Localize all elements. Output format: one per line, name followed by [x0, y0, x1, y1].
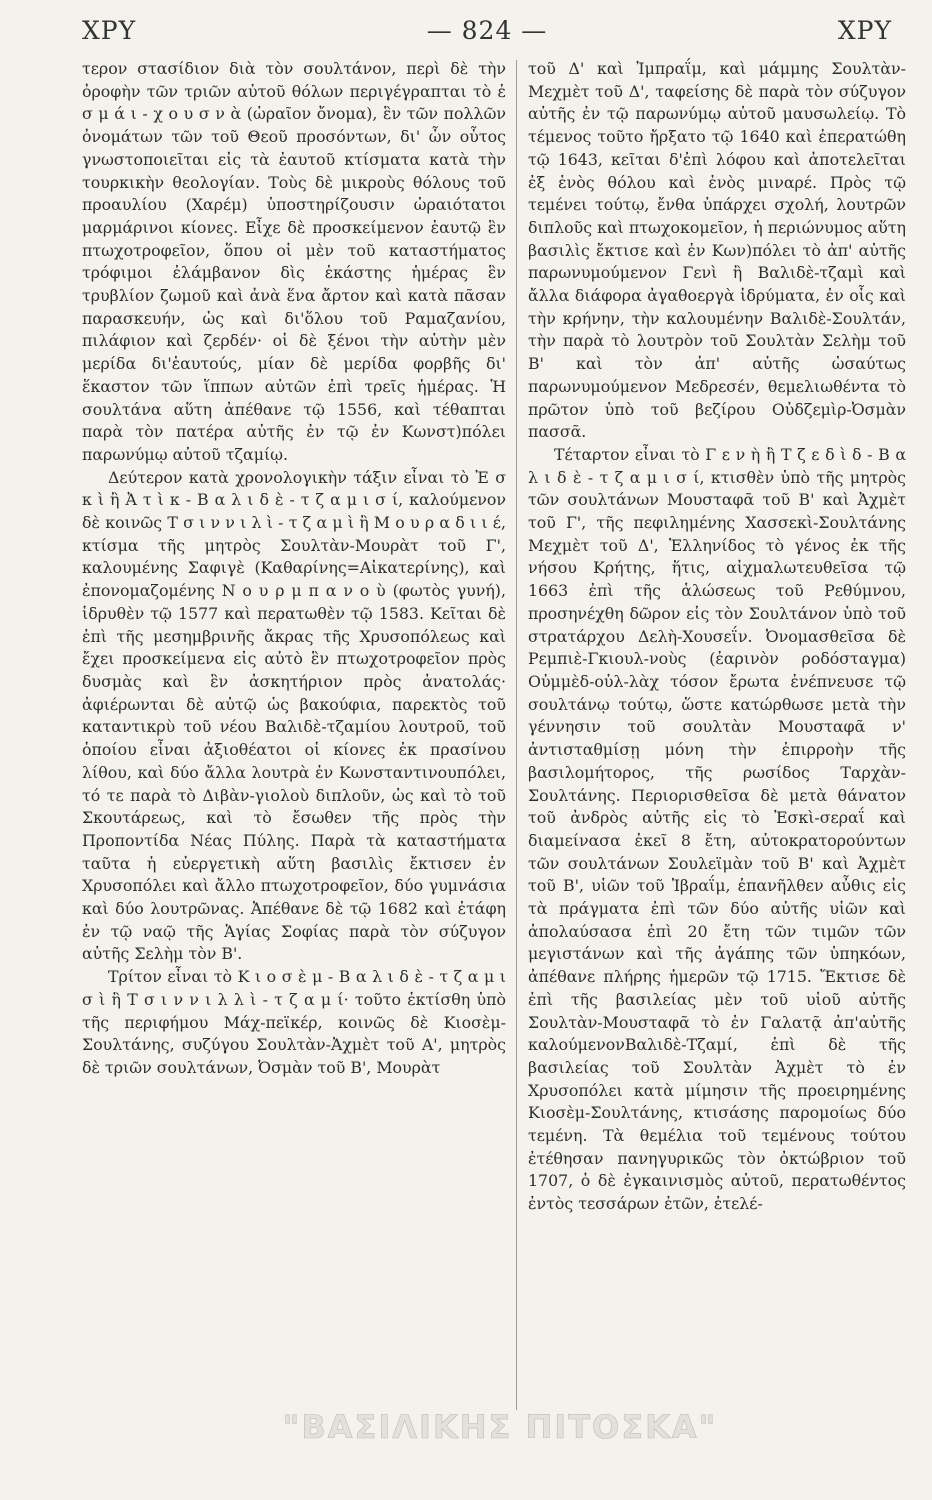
watermark-stamp: "ΒΑΣΙΛΙΚΗΣ ΠΙΤΟΣΚΑ" — [282, 1408, 718, 1446]
left-running-head: ΧΡΥ — [82, 15, 137, 45]
right-column — [528, 58, 906, 1216]
column-divider — [516, 60, 517, 1410]
left-column — [82, 58, 506, 1080]
right-paragraph-2: Τέταρτον εἶναι τὸ Γ ε ν ὴ ἢ Τ ζ ε δ ὶ δ - Β α λ ι δ ὲ - τ ζ α μ ι σ ί, κτισθὲν ὑπὸ τῆς μητρὸς τῶν σουλτάνων Μουσταφᾶ τοῦ Β' καὶ Ἀχμὲτ τοῦ Γ', τῆς πεφιλημένης Χασσεκὶ-Σουλτάνης Μεχμὲτ τοῦ Δ', Ἑλληνίδος τὸ γένος ἐκ τῆς νήσου Κρήτης, ἥτις, αἰχμαλωτευθεῖσα τῷ 1663 ἐπὶ τῆς ἁλώσεως τοῦ Ρεθύμνου, προσηνέχθη δῶρον εἰς τὸν Σουλτάνον ὑπὸ τοῦ στρατάρχου Δελὴ-Χουσεΐν. Ὀνομασθεῖσα δὲ Ρεμπιὲ-Γκιουλ-νοὺς (ἐαρινὸν ροδόσταγμα) Οὐμμὲδ-οὐλ-λὰχ τόσον ἔρωτα ἐνέπνευσε τῷ σουλτάνῳ τούτῳ, ὥστε κατώρθωσε μετὰ τὴν γέννησιν τοῦ σουλτὰν Μουσταφᾶ ν' ἀντισταθμίσῃ μόνη τὴν ἐπιρροὴν τῆς βασιλομήτορος, τῆς ρωσίδος Ταρχὰν-Σουλτάνης. Περιορισθεῖσα δὲ μετὰ θάνατον τοῦ ἀνδρὸς αὐτῆς εἰς τὸ Ἐσκὶ-σεραΐ καὶ διαμείνασα ἐκεῖ 8 ἔτη, αὐτοκρατορούντων τῶν σουλτάνων Σουλεϊμὰν τοῦ Β' καὶ Ἀχμὲτ τοῦ Β', υἱῶν τοῦ Ἰβραΐμ, ἐπανῆλθεν αὖθις εἰς τὰ πράγματα ἐπὶ τῶν δύο αὐτῆς υἱῶν καὶ ἀπολαύσασα ἐπὶ 20 ἔτη τῶν τιμῶν τῶν μεγιστάνων καὶ τῆς ἀγάπης τῶν ὑπηκόων, ἀπέθανε πλήρης ἡμερῶν τῷ 1715. Ἔκτισε δὲ ἐπὶ τῆς βασιλείας μὲν τοῦ υἱοῦ αὐτῆς Σουλτὰν-Μουσταφᾶ τὸ ἐν Γαλατᾷ ἀπ'αὐτῆς καλούμενονΒαλιδὲ-Τζαμί, ἐπὶ δὲ τῆς βασιλείας τοῦ Σουλτὰν Ἀχμὲτ τὸ ἐν Χρυσοπόλει κατὰ μίμησιν τῆς προειρημένης Κιοσὲμ-Σουλτάνης, κτισάσης παρομοίως δύο τεμένη. Τὰ θεμέλια τοῦ τεμένους τούτου ἐτέθησαν πανηγυρικῶς τὸν ὀκτώβριον τοῦ 1707, ὁ δὲ ἐγκαινισμὸς αὐτοῦ, περατωθέντος ἐντὸς τεσσάρων ἐτῶν, ἐτελέ- — [528, 444, 906, 1214]
left-paragraph-3: Τρίτον εἶναι τὸ Κ ι ο σ ὲ μ - Β α λ ι δ ὲ - τ ζ α μ ι σ ὶ ἢ Τ σ ι ν ν ι λ λ ὶ - τ ζ α μ ί· τοῦτο ἐκτίσθη ὑπὸ τῆς περιφήμου Μάχ-πεϊκέρ, κοινῶς δὲ Κιοσὲμ-Σουλτάνης, συζύγου Σουλτὰν-Ἀχμὲτ τοῦ Α', μητρὸς δὲ τριῶν σουλτάνων, Ὀσμὰν τοῦ Β', Μουρὰτ — [82, 967, 506, 1077]
left-paragraph-1: τερον στασίδιον διὰ τὸν σουλτάνον, περὶ δὲ τὴν ὀροφὴν τῶν τριῶν αὐτοῦ θόλων περιγέγραπται τὸ ἐ σ μ ά ι - χ ο υ σ ν ὰ (ὡραῖον ὄνομα), ἓν τῶν πολλῶν ὀνομάτων τῶν τοῦ Θεοῦ προσόντων, δι' ὧν οὗτος γνωστοποιεῖται εἰς τὰ ἑαυτοῦ κτίσματα κατὰ τὴν τουρκικὴν θεολογίαν. Τοὺς δὲ μικροὺς θόλους τοῦ προαυλίου (Χαρέμ) ὑποστηρίζουσιν ὡραιότατοι μαρμάρινοι κίονες. Εἶχε δὲ προσκείμενον ἑαυτῷ ἓν πτωχοτροφεῖον, ὅπου οἱ μὲν τοῦ καταστήματος τρόφιμοι ἐλάμβανον δὶς ἑκάστης ἡμέρας ἓν τρυβλίον ζωμοῦ καὶ ἀνὰ ἕνα ἄρτον καὶ κατὰ πᾶσαν παρασκευήν, ὡς καὶ δι'ὅλου τοῦ Ραμαζανίου, πιλάφιον καὶ ζερδέν· οἱ δὲ ξένοι τὴν αὐτὴν μὲν μερίδα δι'ἑαυτούς, μίαν δὲ μερίδα φορβῆς δι' ἕκαστον τῶν ἵππων αὐτῶν ἐπὶ τρεῖς ἡμέρας. Ἡ σουλτάνα αὕτη ἀπέθανε τῷ 1556, καὶ τέθαπται παρὰ τὸν πατέρα αὐτῆς ἐν τῷ ἐν Κωνστ)πόλει παρωνύμῳ αὐτοῦ τζαμίῳ. — [82, 59, 506, 464]
page-header — [82, 10, 892, 50]
page-number: — 824 — — [426, 15, 548, 45]
right-paragraph-1: τοῦ Δ' καὶ Ἰμπραΐμ, καὶ μάμμης Σουλτὰν-Μεχμὲτ τοῦ Δ', ταφείσης δὲ παρὰ τὸν σύζυγον αὐτῆς ἐν τῷ παρωνύμῳ αὐτοῦ μαυσωλείῳ. Τὸ τέμενος τοῦτο ἤρξατο τῷ 1640 καὶ ἐπερατώθη τῷ 1643, κεῖται δ'ἐπὶ λόφου καὶ ἀποτελεῖται ἐξ ἑνὸς θόλου καὶ ἑνὸς μιναρέ. Πρὸς τῷ τεμένει τούτῳ, ἔνθα ὑπάρχει σχολή, λουτρῶν διπλοῦς καὶ πτωχοκομεῖον, ἡ περιώνυμος αὕτη βασιλὶς ἔκτισε καὶ ἐν Κων)πόλει τὸ ἀπ' αὐτῆς παρωνυμούμενον Γενὶ ἢ Βαλιδὲ-τζαμὶ καὶ ἄλλα διάφορα ἀγαθοεργὰ ἱδρύματα, ἐν οἷς καὶ τὴν κρήνην, τὴν καλουμένην Βαλιδὲ-Σουλτάν, τὴν παρὰ τὸ λουτρὸν τοῦ Σουλτὰν Σελὴμ τοῦ Β' καὶ τὸν ἀπ' αὐτῆς ὡσαύτως παρωνυμούμενον Μεδρεσέν, θεμελιωθέντα τὸ πρῶτον ὑπὸ τοῦ βεζίρου Οὐδζεμὶρ-Ὀσμὰν πασσᾶ. — [528, 59, 906, 442]
right-running-head: ΧΡΥ — [837, 15, 892, 45]
left-paragraph-2: Δεύτερον κατὰ χρονολογικὴν τάξιν εἶναι τὸ Ἐ σ κ ὶ ἢ Ἀ τ ὶ κ - Β α λ ι δ ὲ - τ ζ α μ ι σ ί, καλούμενον δὲ κοινῶς Τ σ ι ν ν ι λ ὶ - τ ζ α μ ὶ ἢ Μ ο υ ρ α δ ι ι έ, κτίσμα τῆς μητρὸς Σουλτὰν-Μουρὰτ τοῦ Γ', καλουμένης Σαφιγὲ (Καθαρίνης=Αἰκατερίνης), καὶ ἐπονομαζομένης Ν ο υ ρ μ π α ν ο ὺ (φωτὸς γυνή), ἱδρυθὲν τῷ 1577 καὶ περατωθὲν τῷ 1583. Κεῖται δὲ ἐπὶ τῆς μεσημβρινῆς ἄκρας τῆς Χρυσοπόλεως καὶ ἔχει προσκείμενα εἰς αὐτὸ ἓν πτωχοτροφεῖον πρὸς δυσμὰς καὶ ἓν ἀσκητήριον πρὸς ἀνατολάς· ἀφιέρωνται δὲ αὐτῷ ὡς βακούφια, παρεκτὸς τοῦ καταντικρὺ τοῦ νέου Βαλιδὲ-τζαμίου λουτροῦ, τοῦ ὁποίου εἶναι ἀξιοθέατοι οἱ κίονες ἐκ πρασίνου λίθου, καὶ δύο ἄλλα λουτρὰ ἐν Κωνσταντινουπόλει, τό τε παρὰ τὸ Διβὰν-γιολοὺ διπλοῦν, ὡς καὶ τὸ τοῦ Σκουτάρεως, καὶ τὸ ἔσωθεν τῆς πρὸς τὴν Προποντίδα Νέας Πύλης. Παρὰ τὰ καταστήματα ταῦτα ἡ εὐεργετικὴ αὕτη βασιλὶς ἔκτισεν ἐν Χρυσοπόλει καὶ ἄλλο πτωχοτροφεῖον, δύο γυμνάσια καὶ δύο λουτρῶνας. Ἀπέθανε δὲ τῷ 1682 καὶ ἐτάφη ἐν τῷ ναῷ τῆς Ἁγίας Σοφίας παρὰ τὸν σύζυγον αὐτῆς Σελὴμ τὸν Β'. — [82, 467, 506, 964]
